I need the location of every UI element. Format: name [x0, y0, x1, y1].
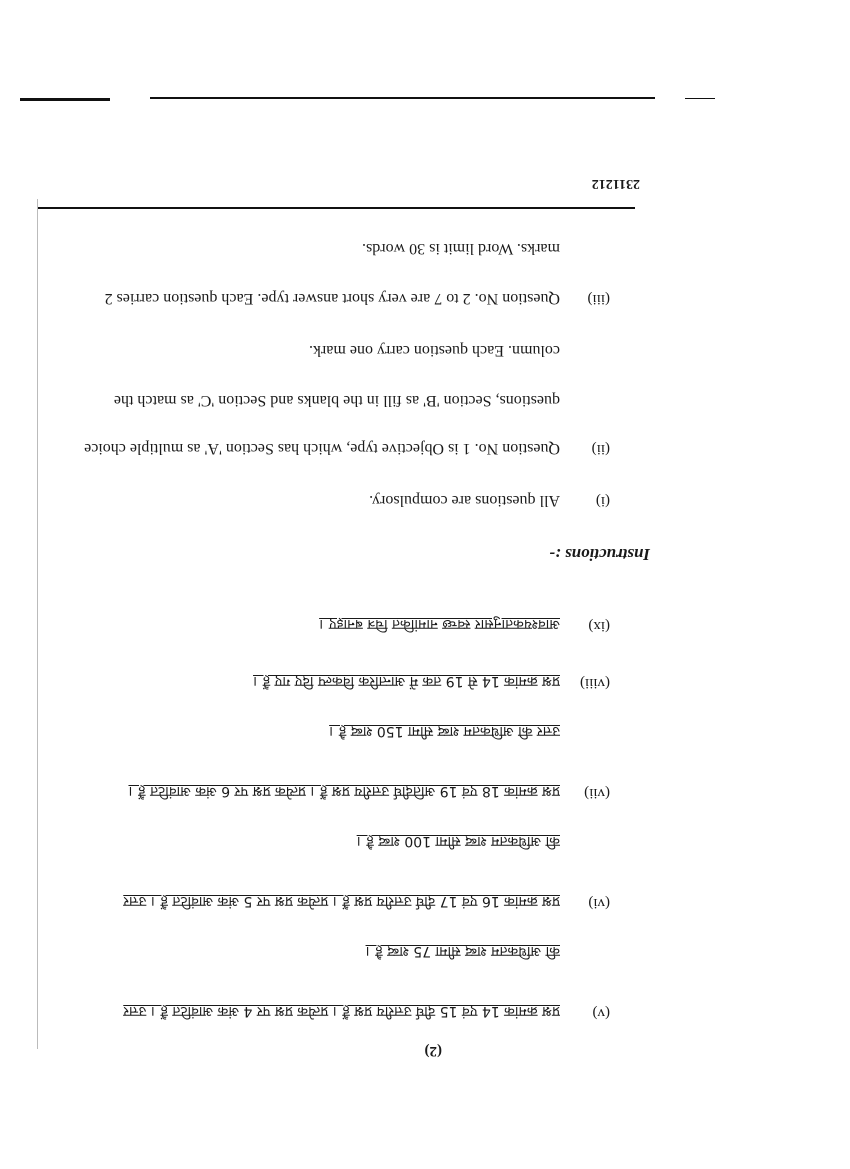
item-number: (vii) — [584, 785, 610, 801]
hindi-line: की अधिकतम शब्द सीमा 100 शब्द है । — [356, 833, 560, 849]
page-number: (2) — [424, 1043, 442, 1059]
hindi-line: की अधिकतम शब्द सीमा 75 शब्द है । — [365, 943, 560, 959]
scan-line — [685, 98, 715, 99]
instruction-line: column. Each question carry one mark. — [308, 342, 560, 359]
hindi-line: उत्तर की अधिकतम शब्द सीमा 150 शब्द है । — [329, 723, 560, 739]
instruction-line: marks. Word limit is 30 words. — [362, 240, 560, 257]
hindi-line: आवश्यकतानुसार स्वच्छ नामांकित चित्र बनाइए । — [319, 616, 560, 632]
hindi-line: प्रश्न क्रमांक 14 से 19 तक में आन्तरिक विकल्प दिए गए हैं । — [253, 673, 560, 689]
hindi-line: प्रश्न क्रमांक 18 एवं 19 अतिदीर्घ उत्तरीय प्रश्न हैं । प्रत्येक प्रश्न पर 6 अंक आवंटित हैं । — [128, 783, 560, 799]
instruction-line: Question No. 1 is Objective type, which has Section 'A' as multiple choice — [84, 440, 560, 457]
item-number: (iii) — [587, 291, 610, 307]
item-number: (ii) — [591, 441, 610, 457]
item-number: (vi) — [588, 895, 610, 911]
item-number: (i) — [595, 493, 610, 509]
scan-line — [150, 97, 655, 99]
scan-line — [20, 98, 110, 101]
separator-line — [37, 207, 635, 209]
item-number: (ix) — [588, 618, 610, 634]
instructions-heading: Instructions :- — [549, 545, 650, 564]
margin-line — [37, 199, 38, 1049]
instruction-line: Question No. 2 to 7 are very short answer type. Each question carries 2 — [104, 290, 560, 307]
hindi-line: प्रश्न क्रमांक 14 एवं 15 दीर्घ उत्तरीय प्रश्न हैं । प्रत्येक प्रश्न पर 4 अंक आवंटित हैं । उत्तर — [123, 1003, 560, 1019]
instruction-line: questions, Section 'B' as fill in the blanks and Section 'C' as match the — [113, 392, 560, 409]
item-number: (viii) — [580, 675, 610, 691]
instruction-line: All questions are compulsory. — [369, 492, 560, 509]
item-number: (v) — [592, 1005, 610, 1021]
hindi-line: प्रश्न क्रमांक 16 एवं 17 दीर्घ उत्तरीय प्रश्न हैं । प्रत्येक प्रश्न पर 5 अंक आवंटित हैं । उत्तर — [123, 893, 560, 909]
paper-code: 2311212 — [591, 176, 640, 191]
